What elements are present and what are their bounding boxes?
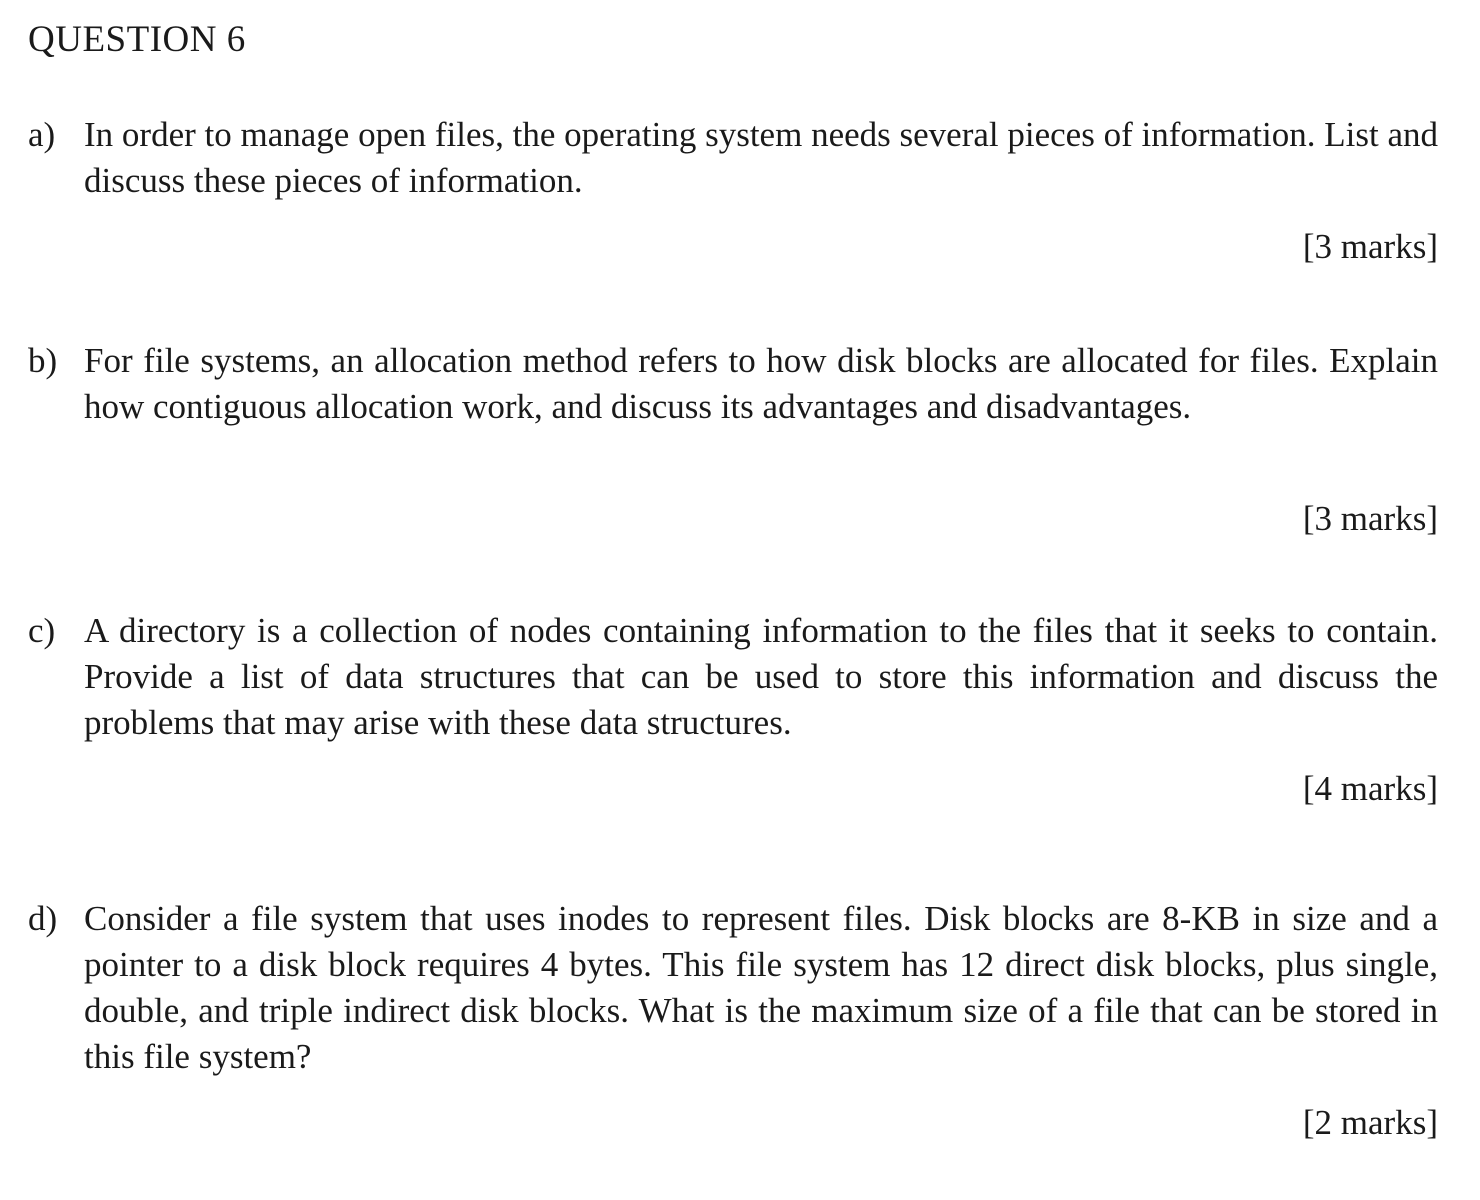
page-title: QUESTION 6	[28, 19, 246, 60]
marks-label: [3 marks]	[1302, 227, 1438, 266]
question-label: b)	[28, 341, 58, 380]
question-text: Consider a file system that uses inodes to represent files. Disk blocks are 8-KB in size and a pointer to a disk block requires 4 bytes. This file system has 12 direct disk blocks, plus single, double, and triple indirect disk blocks. What is the maximum size of a file that can be stored in this file system?	[84, 899, 1438, 1076]
marks-label: [4 marks]	[1302, 769, 1438, 808]
question-text: In order to manage open files, the operating system needs several pieces of information. List and discuss these pieces of information.	[84, 115, 1438, 200]
question-text: A directory is a collection of nodes containing information to the files that it seeks to contain. Provide a list of data structures that can be used to store this information and discuss the problems that may arise with these data structures.	[84, 611, 1438, 742]
question-text: For file systems, an allocation method refers to how disk blocks are allocated for files. Explain how contiguous allocation work, and discuss its advantages and disadvantages.	[84, 341, 1438, 426]
question-label: c)	[28, 611, 56, 650]
question-label: a)	[28, 115, 56, 154]
question-label: d)	[28, 899, 58, 938]
marks-label: [3 marks]	[1302, 499, 1438, 538]
marks-label: [2 marks]	[1302, 1103, 1438, 1142]
